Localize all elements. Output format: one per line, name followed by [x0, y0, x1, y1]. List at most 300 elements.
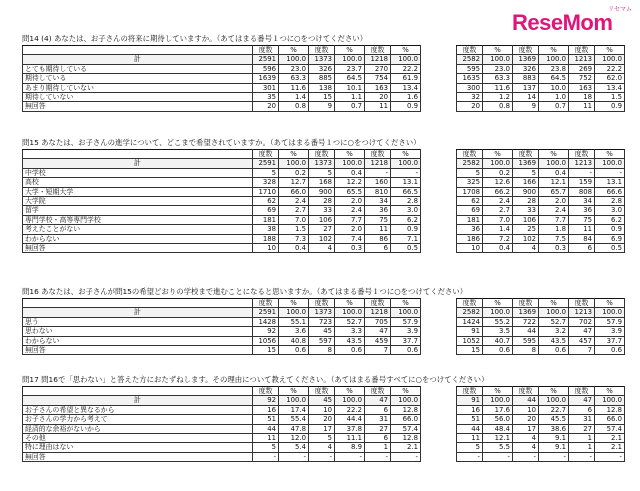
row-value: 17 [309, 424, 335, 433]
row-value: 55.1 [279, 317, 309, 326]
row-value: 2.4 [539, 206, 569, 215]
row-value: 5 [457, 168, 483, 177]
row-value: 0.6 [335, 346, 365, 355]
total-value: 100.0 [279, 159, 309, 168]
row-value: 2.7 [279, 206, 309, 215]
table-row [23, 215, 421, 224]
row-value: 596 [253, 64, 279, 73]
row-value: 12.8 [391, 434, 421, 443]
row-value: 5.4 [279, 443, 309, 452]
total-row [23, 396, 421, 405]
total-value: 1369 [513, 308, 539, 317]
column-header: % [391, 299, 421, 308]
table-row [23, 405, 421, 414]
right-table-q2 [456, 298, 625, 355]
column-header-row [23, 299, 421, 308]
row-value: 92 [253, 327, 279, 336]
row-value: 0.5 [391, 244, 421, 253]
row-value: 270 [365, 64, 391, 73]
row-value: 2.4 [483, 197, 513, 206]
row-value: 12.1 [483, 434, 513, 443]
row-value: 2.8 [391, 197, 421, 206]
column-header: 度数 [365, 299, 391, 308]
row-value: 8 [513, 346, 539, 355]
row-value: 1.5 [279, 225, 309, 234]
table-row [457, 64, 625, 73]
left-table-q1 [22, 149, 421, 253]
row-value: 166 [513, 178, 539, 187]
column-header: 度数 [309, 150, 335, 159]
table-row [457, 168, 625, 177]
header-blank-cell [23, 387, 253, 396]
row-value: 6.9 [595, 234, 625, 243]
right-table-q3 [456, 386, 625, 462]
total-value: 2591 [253, 308, 279, 317]
row-value: 11.6 [483, 83, 513, 92]
table-row [23, 178, 421, 187]
total-value: 100.0 [483, 159, 513, 168]
row-value: 0.9 [391, 102, 421, 111]
row-value: 1708 [457, 187, 483, 196]
row-value: 57.9 [595, 317, 625, 326]
row-value: 66.5 [391, 187, 421, 196]
row-value: 52.7 [335, 317, 365, 326]
question-title: 問17 問16で「思わない」と答えた方におたずねします。その理由について教えてください。（あてはまる番号すべてに○をつけてください） [22, 375, 489, 384]
row-value: 44 [457, 424, 483, 433]
total-value: 1369 [513, 55, 539, 64]
row-value: 5 [253, 443, 279, 452]
row-value: 11 [253, 434, 279, 443]
row-value: 62 [457, 197, 483, 206]
total-row [457, 396, 625, 405]
row-value: 28 [309, 197, 335, 206]
table-row [23, 346, 421, 355]
row-value: 7.5 [539, 234, 569, 243]
row-value: - [279, 452, 309, 461]
header-blank-cell [23, 299, 253, 308]
row-value: 28 [513, 197, 539, 206]
row-value: 4 [309, 244, 335, 253]
row-value: 705 [365, 317, 391, 326]
row-value: 1710 [253, 187, 279, 196]
column-header: 度数 [253, 299, 279, 308]
total-value: 47 [365, 396, 391, 405]
row-value: 66.6 [595, 187, 625, 196]
row-value: 0.5 [595, 244, 625, 253]
total-value: 100.0 [539, 308, 569, 317]
table-row [457, 234, 625, 243]
column-header: % [279, 46, 309, 55]
row-value: 12.2 [335, 178, 365, 187]
row-value: 3.3 [335, 327, 365, 336]
row-value: 186 [457, 234, 483, 243]
row-value: 13.4 [595, 83, 625, 92]
row-value: 2.0 [335, 197, 365, 206]
row-label: あまり期待していない [23, 83, 253, 92]
total-label: 計 [23, 159, 253, 168]
table-row [457, 415, 625, 424]
column-header-row [457, 387, 625, 396]
left-table-q2 [22, 298, 421, 355]
table-row [457, 434, 625, 443]
row-value: 595 [457, 64, 483, 73]
column-header: 度数 [309, 46, 335, 55]
row-value: - [513, 452, 539, 461]
total-value: 100.0 [539, 396, 569, 405]
row-value: 56.0 [483, 415, 513, 424]
total-value: 100.0 [335, 55, 365, 64]
row-value: 45 [309, 327, 335, 336]
row-value: 168 [309, 178, 335, 187]
row-value: 102 [513, 234, 539, 243]
row-label: 中学校 [23, 168, 253, 177]
row-value: 63.3 [483, 74, 513, 83]
row-value: 3.5 [483, 327, 513, 336]
row-value: 52.7 [539, 317, 569, 326]
column-header: 度数 [569, 46, 595, 55]
row-value: - [569, 168, 595, 177]
row-value: 63.3 [279, 74, 309, 83]
table-row [23, 244, 421, 253]
table-row [457, 197, 625, 206]
row-value: 595 [513, 336, 539, 345]
column-header: % [391, 46, 421, 55]
total-value: 1213 [569, 308, 595, 317]
total-value: 2591 [253, 55, 279, 64]
row-value: 47 [365, 327, 391, 336]
row-value: 47 [569, 327, 595, 336]
row-label: わからない [23, 336, 253, 345]
row-value: 7.3 [279, 234, 309, 243]
row-value: 38.6 [539, 424, 569, 433]
row-value: 0.6 [391, 346, 421, 355]
row-label: 大学院 [23, 197, 253, 206]
row-value: 17.6 [483, 405, 513, 414]
row-value: 2.7 [483, 206, 513, 215]
row-value: 0.6 [595, 346, 625, 355]
table-row [457, 346, 625, 355]
row-value: 328 [253, 178, 279, 187]
total-value: 1213 [569, 159, 595, 168]
row-value: 36 [569, 206, 595, 215]
table-row [23, 225, 421, 234]
total-value: 1218 [365, 159, 391, 168]
right-table-q1 [456, 149, 625, 253]
row-value: 0.7 [539, 102, 569, 111]
column-header: 度数 [365, 150, 391, 159]
row-value: 0.2 [483, 168, 513, 177]
row-value: 22.2 [391, 64, 421, 73]
row-value: 2.4 [279, 197, 309, 206]
row-value: 137 [513, 83, 539, 92]
table-row [23, 415, 421, 424]
row-value: 62 [253, 197, 279, 206]
row-value: 40.7 [483, 336, 513, 345]
row-value: 31 [365, 415, 391, 424]
row-value: 13.1 [391, 178, 421, 187]
row-value: 0.6 [279, 346, 309, 355]
total-label: 計 [23, 308, 253, 317]
row-label: 経済的な余裕がないから [23, 424, 253, 433]
question-title: 問15 あなたは、お子さんの進学について、どこまで希望されていますか。（あてはまる番号１つに○をつけてください） [22, 138, 421, 147]
table-row [23, 187, 421, 196]
row-value: 9 [513, 102, 539, 111]
table-row [457, 102, 625, 111]
row-value: 106 [513, 215, 539, 224]
row-value: 23.0 [279, 64, 309, 73]
row-value: 61.9 [391, 74, 421, 83]
column-header: 度数 [457, 46, 483, 55]
row-value: 57.9 [391, 317, 421, 326]
header-blank-cell [23, 150, 253, 159]
row-value: 7 [365, 346, 391, 355]
row-value: - [483, 452, 513, 461]
row-value: 1.0 [539, 93, 569, 102]
row-value: 6 [365, 434, 391, 443]
row-value: 15 [253, 346, 279, 355]
total-value: 100.0 [595, 159, 625, 168]
row-value: - [391, 168, 421, 177]
row-value: 32 [457, 93, 483, 102]
column-header: % [279, 299, 309, 308]
row-value: 326 [309, 64, 335, 73]
total-row [457, 55, 625, 64]
table-row [457, 405, 625, 414]
row-value: 45.5 [539, 415, 569, 424]
row-value: 57.4 [595, 424, 625, 433]
row-value: 1.6 [391, 93, 421, 102]
row-label: 無回答 [23, 244, 253, 253]
row-value: 10.0 [539, 83, 569, 92]
row-value: 27 [365, 424, 391, 433]
row-value: 15 [457, 346, 483, 355]
row-value: 66.0 [279, 187, 309, 196]
row-value: 885 [309, 74, 335, 83]
column-header: 度数 [457, 387, 483, 396]
column-header: 度数 [513, 150, 539, 159]
row-label: わからない [23, 234, 253, 243]
column-header-row [23, 46, 421, 55]
row-value: 11.1 [335, 434, 365, 443]
total-value: 1369 [513, 159, 539, 168]
row-value: 37.7 [595, 336, 625, 345]
row-value: 6.2 [595, 215, 625, 224]
row-value: 75 [569, 215, 595, 224]
row-value: 66.2 [483, 187, 513, 196]
column-header-row [23, 150, 421, 159]
row-label: 思う [23, 317, 253, 326]
table-row [23, 74, 421, 83]
table-row [457, 336, 625, 345]
row-value: 62.0 [595, 74, 625, 83]
row-value: 12.0 [279, 434, 309, 443]
row-value: 5 [253, 168, 279, 177]
table-row [23, 102, 421, 111]
row-value: 4 [513, 443, 539, 452]
column-header: 度数 [309, 299, 335, 308]
row-value: 20 [513, 415, 539, 424]
row-value: - [365, 168, 391, 177]
total-value: 100.0 [539, 159, 569, 168]
row-value: 31 [569, 415, 595, 424]
column-header-row [457, 150, 625, 159]
row-value: 17 [513, 424, 539, 433]
row-value: 10 [457, 244, 483, 253]
row-value: 1.4 [483, 225, 513, 234]
row-value: 9.1 [539, 434, 569, 443]
total-value: 1373 [309, 308, 335, 317]
row-value: 702 [569, 317, 595, 326]
row-value: 0.9 [595, 102, 625, 111]
row-value: 597 [309, 336, 335, 345]
row-value: - [595, 452, 625, 461]
total-value: 100.0 [539, 55, 569, 64]
row-value: 1424 [457, 317, 483, 326]
total-value: 100.0 [391, 396, 421, 405]
header-blank-cell [23, 46, 253, 55]
row-value: 0.4 [483, 244, 513, 253]
total-value: 100.0 [595, 396, 625, 405]
column-header: 度数 [253, 46, 279, 55]
row-label: 思わない [23, 327, 253, 336]
row-value: 269 [569, 64, 595, 73]
left-table-q3 [22, 386, 421, 462]
row-value: 102 [309, 234, 335, 243]
row-value: 36 [457, 225, 483, 234]
column-header: 度数 [365, 387, 391, 396]
table-row [457, 74, 625, 83]
row-value: 7 [569, 346, 595, 355]
row-value: - [457, 452, 483, 461]
row-value: 808 [569, 187, 595, 196]
row-value: 1052 [457, 336, 483, 345]
row-value: 15 [309, 93, 335, 102]
row-value: 43.5 [539, 336, 569, 345]
row-value: 12.1 [539, 178, 569, 187]
total-value: 1218 [365, 308, 391, 317]
column-header: % [595, 387, 625, 396]
row-value: 37.7 [391, 336, 421, 345]
total-value: 100.0 [483, 308, 513, 317]
row-value: 0.8 [483, 102, 513, 111]
row-value: 1.5 [595, 93, 625, 102]
row-value: 6 [569, 405, 595, 414]
row-label: 特に理由はない [23, 443, 253, 452]
row-value: 0.4 [539, 168, 569, 177]
row-value: 69 [253, 206, 279, 215]
row-value: 883 [513, 74, 539, 83]
total-value: 100.0 [391, 308, 421, 317]
row-value: 33 [309, 206, 335, 215]
table-row [457, 83, 625, 92]
row-value: 10 [309, 405, 335, 414]
row-label: 高校 [23, 178, 253, 187]
table-row [457, 327, 625, 336]
row-value: 0.6 [483, 346, 513, 355]
row-value: 754 [365, 74, 391, 83]
row-value: 51 [253, 415, 279, 424]
row-label: 期待していない [23, 93, 253, 102]
table-row [457, 424, 625, 433]
row-value: 48.4 [483, 424, 513, 433]
total-row [23, 55, 421, 64]
row-value: 65.7 [539, 187, 569, 196]
total-value: 1373 [309, 159, 335, 168]
row-value: 36 [365, 206, 391, 215]
row-value: 7.2 [483, 234, 513, 243]
row-value: 27 [569, 424, 595, 433]
row-label: その他 [23, 434, 253, 443]
row-value: 8 [309, 346, 335, 355]
row-value: 163 [569, 83, 595, 92]
row-value: 0.4 [279, 244, 309, 253]
row-value: 13.4 [391, 83, 421, 92]
row-label: 大学・短期大学 [23, 187, 253, 196]
table-row [23, 206, 421, 215]
total-row [23, 308, 421, 317]
row-value: 722 [513, 317, 539, 326]
total-label: 計 [23, 396, 253, 405]
row-value: 1.8 [539, 225, 569, 234]
column-header: 度数 [457, 299, 483, 308]
table-row [457, 93, 625, 102]
logo-ruby: リセマム [608, 6, 632, 13]
row-value: 3.0 [391, 206, 421, 215]
total-value: 45 [309, 396, 335, 405]
row-value: 326 [513, 64, 539, 73]
column-header: % [539, 46, 569, 55]
row-value: 0.2 [279, 168, 309, 177]
column-header: % [483, 299, 513, 308]
table-row [457, 317, 625, 326]
total-value: 91 [457, 396, 483, 405]
row-value: 44 [513, 327, 539, 336]
row-value: 300 [457, 83, 483, 92]
row-value: 2.4 [335, 206, 365, 215]
row-value: 2.1 [595, 434, 625, 443]
row-value: 55.2 [483, 317, 513, 326]
row-value: 3.2 [539, 327, 569, 336]
column-header: 度数 [513, 299, 539, 308]
total-value: 44 [513, 396, 539, 405]
row-value: 2.1 [595, 443, 625, 452]
row-value: 11.6 [279, 83, 309, 92]
row-value: 900 [309, 187, 335, 196]
table-row [457, 225, 625, 234]
row-value: 2.1 [391, 443, 421, 452]
total-value: 100.0 [279, 396, 309, 405]
row-value: 5 [457, 443, 483, 452]
row-value: 75 [365, 215, 391, 224]
row-value: 91 [457, 327, 483, 336]
total-value: 100.0 [391, 55, 421, 64]
total-value: 100.0 [279, 308, 309, 317]
row-value: 3.9 [595, 327, 625, 336]
row-value: 55.4 [279, 415, 309, 424]
row-label: 無回答 [23, 346, 253, 355]
table-row [23, 452, 421, 461]
row-value: 181 [253, 215, 279, 224]
row-value: 1056 [253, 336, 279, 345]
row-value: 6 [365, 244, 391, 253]
column-header: % [595, 150, 625, 159]
row-value: 0.3 [539, 244, 569, 253]
row-value: 138 [309, 83, 335, 92]
column-header: 度数 [457, 150, 483, 159]
column-header: % [335, 150, 365, 159]
row-value: - [539, 452, 569, 461]
total-value: 2582 [457, 159, 483, 168]
